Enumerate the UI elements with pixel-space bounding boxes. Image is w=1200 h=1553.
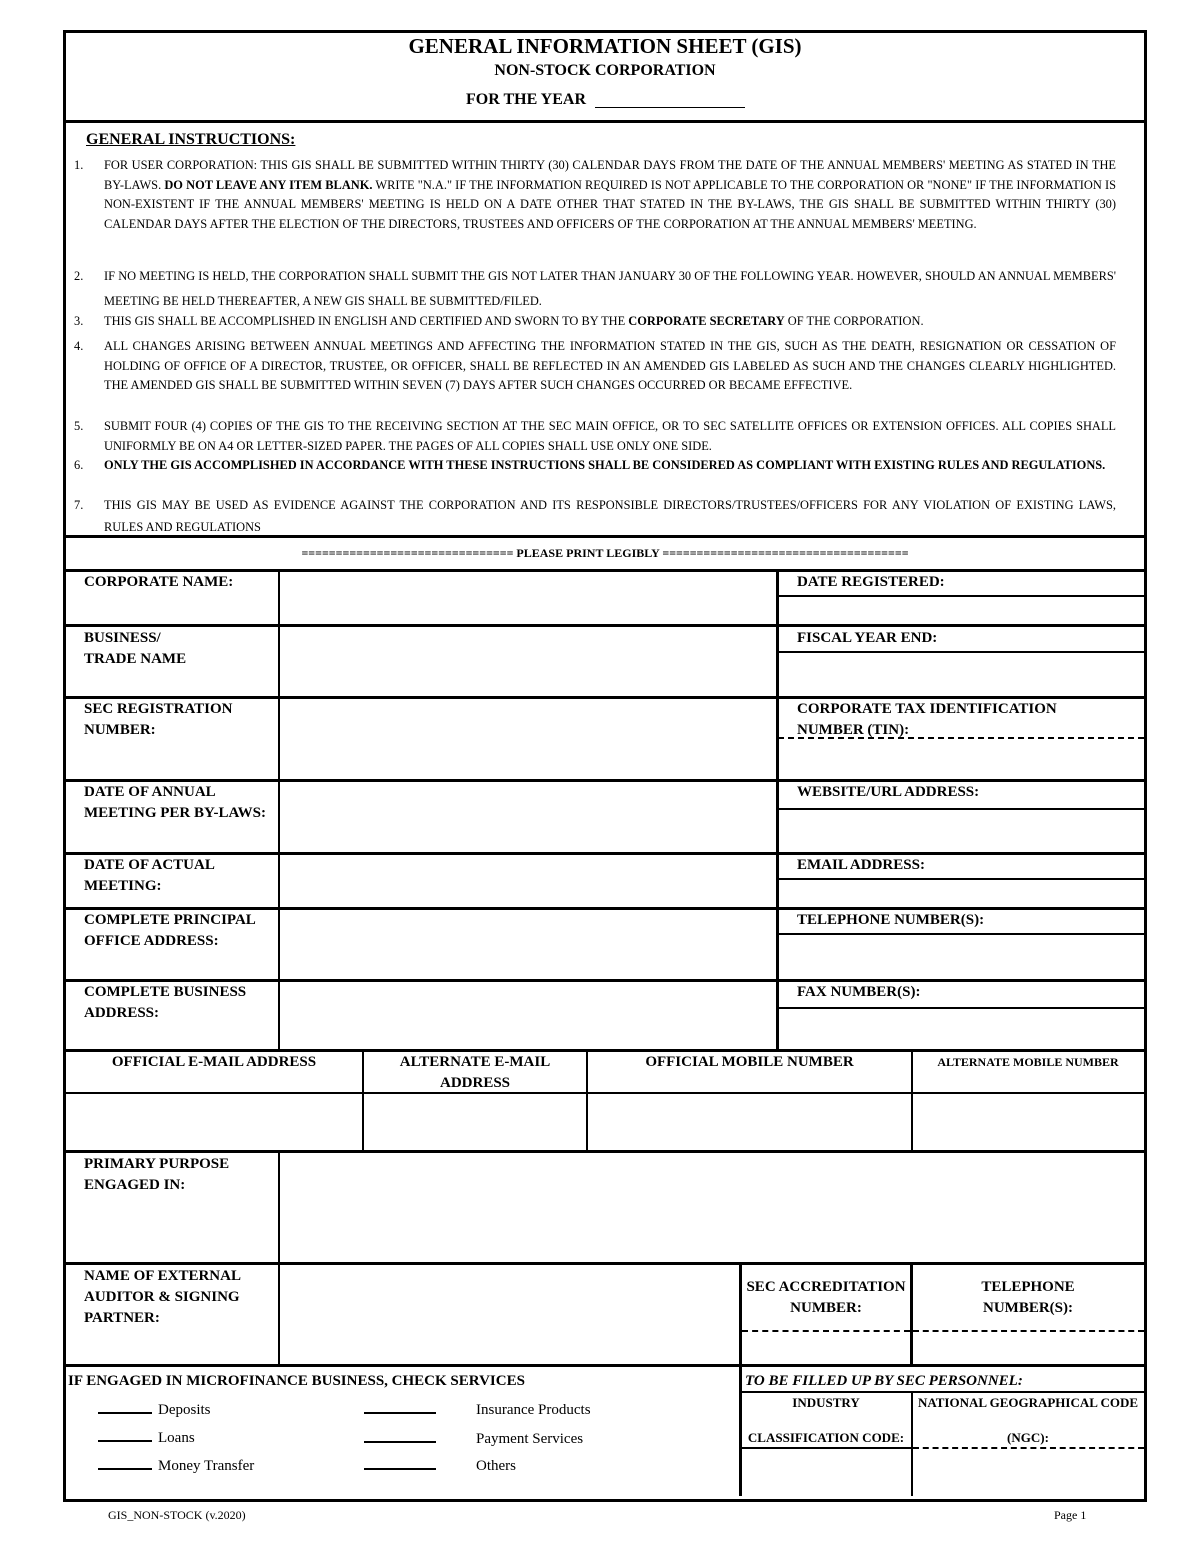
purpose-divider xyxy=(278,1152,280,1262)
instruction-item xyxy=(74,456,1116,476)
instruction-number: 7. xyxy=(74,498,84,512)
principal-office-label: COMPLETE PRINCIPAL OFFICE ADDRESS: xyxy=(84,912,256,949)
instruction-item xyxy=(74,156,1116,234)
annual-meeting-date-label: DATE OF ANNUAL MEETING PER BY-LAWS: xyxy=(84,784,266,821)
instruction-number: 2. xyxy=(74,269,84,283)
corporate-name-label: CORPORATE NAME: xyxy=(84,574,234,590)
form-title: GENERAL INFORMATION SHEET (GIS) xyxy=(408,34,802,58)
instruction-text: THIS GIS SHALL BE ACCOMPLISHED IN ENGLISH AND CERTIFIED AND SWORN TO BY THE xyxy=(104,314,629,328)
checkbox-blank[interactable] xyxy=(98,1468,152,1470)
sec-personnel-heading: TO BE FILLED UP BY SEC PERSONNEL: xyxy=(745,1373,1023,1389)
checkbox-blank[interactable] xyxy=(364,1412,436,1414)
instruction-text: ALL CHANGES ARISING BETWEEN ANNUAL MEETINGS AND AFFECTING THE INFORMATION STATED IN THE GIS, SUCH AS THE DEATH, RESIGNATION OR CESSATION OF HOLDING OF OFFICE OF A DIRECTOR, TRUSTEE, OR OFFICER, SHALL BE REFLECTED IN AN AMENDED GIS LABELED AS SUCH AND THE CHANGES CLEARLY HIGHLIGHTED. THE AMENDED GIS SHALL BE SUBMITTED WITHIN SEVEN (7) DAYS AFTER SUCH CHANGES OCCURRED OR BECAME EFFECTIVE. xyxy=(104,339,1116,392)
actual-meeting-date-label: DATE OF ACTUAL MEETING: xyxy=(84,857,215,894)
alternate-mobile-header: ALTERNATE MOBILE NUMBER xyxy=(937,1055,1119,1069)
option-label: Money Transfer xyxy=(158,1458,255,1474)
page-number: Page 1 xyxy=(1054,1508,1087,1522)
fiscal-year-end-label: FISCAL YEAR END: xyxy=(797,630,938,646)
official-mobile-header: OFFICIAL MOBILE NUMBER xyxy=(645,1054,854,1070)
checkbox-blank[interactable] xyxy=(98,1412,152,1414)
ngc-short-label: (NGC): xyxy=(1007,1430,1049,1445)
form-version: GIS_NON-STOCK (v.2020) xyxy=(108,1508,246,1522)
ngc-field[interactable] xyxy=(913,1447,1144,1449)
actual-meeting-date-input[interactable] xyxy=(281,855,774,905)
fax-label: FAX NUMBER(S): xyxy=(797,984,921,1000)
checkbox-blank[interactable] xyxy=(364,1441,436,1443)
official-email-header: OFFICIAL E-MAIL ADDRESS xyxy=(111,1054,317,1070)
instruction-text: OF THE CORPORATION. xyxy=(784,314,924,328)
external-auditor-input[interactable] xyxy=(281,1266,737,1362)
telephone-label: TELEPHONE NUMBER(S): xyxy=(797,912,985,928)
alternate-email-header: ALTERNATE E-MAIL ADDRESS xyxy=(399,1054,551,1091)
website-label: WEBSITE/URL ADDRESS: xyxy=(797,784,980,800)
annual-meeting-date-input[interactable] xyxy=(281,782,774,850)
instruction-item xyxy=(74,337,1116,396)
instruction-number: 1. xyxy=(74,158,84,172)
sec-registration-label: SEC REGISTRATION NUMBER: xyxy=(84,701,233,738)
form-subtitle: NON-STOCK CORPORATION xyxy=(494,62,716,79)
instruction-number: 5. xyxy=(74,419,84,433)
sec-registration-input[interactable] xyxy=(281,699,774,777)
year-field[interactable] xyxy=(595,107,745,108)
print-legibly-banner: =============================== PLEASE PRINT LEGIBLY ==================================== xyxy=(301,546,909,560)
option-label: Deposits xyxy=(158,1402,211,1418)
microfinance-option[interactable] xyxy=(98,1455,254,1477)
grid-divider-left xyxy=(278,571,280,1049)
email-label: EMAIL ADDRESS: xyxy=(797,857,925,873)
option-label: Loans xyxy=(158,1430,195,1446)
sec-accreditation-label: SEC ACCREDITATION NUMBER: xyxy=(746,1279,906,1316)
corporate-name-input[interactable] xyxy=(281,574,774,622)
website-field[interactable] xyxy=(778,808,1144,810)
instruction-item xyxy=(74,312,1116,332)
instruction-text: SUBMIT FOUR (4) COPIES OF THE GIS TO THE RECEIVING SECTION AT THE SEC MAIN OFFICE, OR TO SEC SATELLITE OFFICES OR EXTENSION OFFICES. ALL COPIES SHALL UNIFORMLY BE ON A4 OR LETTER-SIZED PAPER. THE PAGES OF ALL COPIES SHALL USE ONLY ONE SIDE. xyxy=(104,419,1116,453)
classification-code-label: CLASSIFICATION CODE: xyxy=(747,1430,905,1445)
instruction-text: IF NO MEETING IS HELD, THE CORPORATION SHALL SUBMIT THE GIS NOT LATER THAN JANUARY 30 OF THE FOLLOWING YEAR. HOWEVER, SHOULD AN ANNUAL MEMBERS' MEETING BE HELD THEREAFTER, A NEW GIS SHALL BE SUBMITTED/FILED. xyxy=(104,269,1116,308)
microfinance-option[interactable] xyxy=(98,1399,211,1421)
alternate-mobile-input[interactable] xyxy=(914,1095,1142,1148)
header-divider xyxy=(66,120,1144,123)
microfinance-option[interactable] xyxy=(98,1427,195,1449)
date-registered-label: DATE REGISTERED: xyxy=(797,574,945,590)
classification-code-field[interactable] xyxy=(741,1447,911,1449)
option-label: Insurance Products xyxy=(476,1402,591,1418)
row-divider xyxy=(66,1262,1144,1265)
instruction-number: 3. xyxy=(74,314,84,328)
fax-field[interactable] xyxy=(778,1007,1144,1009)
instruction-item xyxy=(74,494,1116,538)
instruction-item xyxy=(74,264,1116,314)
option-label: Payment Services xyxy=(476,1431,584,1447)
year-label: FOR THE YEAR xyxy=(466,91,587,108)
auditor-divider xyxy=(278,1264,280,1364)
microfinance-option[interactable] xyxy=(364,1428,583,1450)
business-address-label: COMPLETE BUSINESS ADDRESS: xyxy=(84,984,247,1021)
official-email-input[interactable] xyxy=(68,1095,360,1148)
official-mobile-input[interactable] xyxy=(589,1095,909,1148)
microfinance-option[interactable] xyxy=(364,1399,591,1421)
primary-purpose-input[interactable] xyxy=(281,1155,1142,1260)
instruction-number: 4. xyxy=(74,339,84,353)
instruction-bold: CORPORATE SECRETARY xyxy=(628,314,785,328)
row-divider xyxy=(66,1150,1144,1153)
instruction-text: THIS GIS MAY BE USED AS EVIDENCE AGAINST THE CORPORATION AND ITS RESPONSIBLE DIRECTORS/TRUSTEES/OFFICERS FOR ANY VIOLATION OF EXISTING LAWS, RULES AND REGULATIONS xyxy=(104,498,1116,534)
instructions-divider xyxy=(66,535,1144,538)
instruction-text: FOR USER CORPORATION: THIS GIS SHALL BE SUBMITTED WITHIN THIRTY (30) CALENDAR DAYS FROM THE DATE OF THE ANNUAL MEMBERS' MEETING AS STATED IN THE BY-LAWS. xyxy=(104,158,1116,192)
business-address-input[interactable] xyxy=(281,982,774,1047)
fiscal-year-end-field[interactable] xyxy=(778,651,1144,653)
email-field[interactable] xyxy=(778,878,1144,880)
checkbox-blank[interactable] xyxy=(364,1468,436,1470)
telephone-field[interactable] xyxy=(778,933,1144,935)
option-label: Others xyxy=(476,1458,516,1474)
alternate-email-input[interactable] xyxy=(365,1095,584,1148)
industry-label: INDUSTRY xyxy=(792,1395,860,1410)
microfinance-heading: IF ENGAGED IN MICROFINANCE BUSINESS, CHECK SERVICES xyxy=(68,1373,525,1389)
grid-divider-right xyxy=(776,571,779,1049)
auditor-telephone-field[interactable] xyxy=(913,1330,1144,1332)
instruction-item xyxy=(74,417,1116,456)
sec-personnel-divider-h xyxy=(741,1391,1144,1393)
row-divider xyxy=(66,1364,1144,1367)
microfinance-option[interactable] xyxy=(364,1455,516,1477)
sec-accreditation-field[interactable] xyxy=(742,1330,910,1332)
instructions-heading: GENERAL INSTRUCTIONS: xyxy=(86,131,296,148)
tin-label: CORPORATE TAX IDENTIFICATION NUMBER (TIN): xyxy=(797,701,1057,738)
instruction-bold: DO NOT LEAVE ANY ITEM BLANK. xyxy=(164,177,373,192)
business-trade-name-input[interactable] xyxy=(281,627,774,694)
principal-office-input[interactable] xyxy=(281,910,774,977)
external-auditor-label: NAME OF EXTERNAL AUDITOR & SIGNING PARTNER: xyxy=(84,1268,241,1326)
instruction-number: 6. xyxy=(74,458,84,472)
business-trade-name-label: BUSINESS/ TRADE NAME xyxy=(84,630,187,667)
auditor-telephone-label: TELEPHONE NUMBER(S): xyxy=(981,1279,1075,1316)
instruction-bold: ONLY THE GIS ACCOMPLISHED IN ACCORDANCE WITH THESE INSTRUCTIONS SHALL BE CONSIDERED AS COMPLIANT WITH EXISTING RULES AND REGULATIONS. xyxy=(104,458,1106,472)
primary-purpose-label: PRIMARY PURPOSE ENGAGED IN: xyxy=(84,1156,230,1193)
contact-header-divider xyxy=(66,1092,1144,1094)
date-registered-field[interactable] xyxy=(778,595,1144,597)
checkbox-blank[interactable] xyxy=(98,1440,152,1442)
instruction-text: WRITE "N.A." IF THE INFORMATION REQUIRED IS NOT APPLICABLE TO THE CORPORATION OR "NONE" IF THE INFORMATION IS NON-EXISTENT IF THE ANNUAL MEMBERS' MEETING IS HELD ON A DATE OTHER THAT STATED IN THE BY-LAWS, THE GIS SHALL BE SUBMITTED WITHIN THIRTY (30) CALENDAR DAYS AFTER THE ELECTION OF THE DIRECTORS, TRUSTEES AND OFFICERS OF THE CORPORATION AT THE ANNUAL MEMBERS' MEETING. xyxy=(104,177,1116,231)
ngc-label: NATIONAL GEOGRAPHICAL CODE xyxy=(917,1395,1139,1410)
